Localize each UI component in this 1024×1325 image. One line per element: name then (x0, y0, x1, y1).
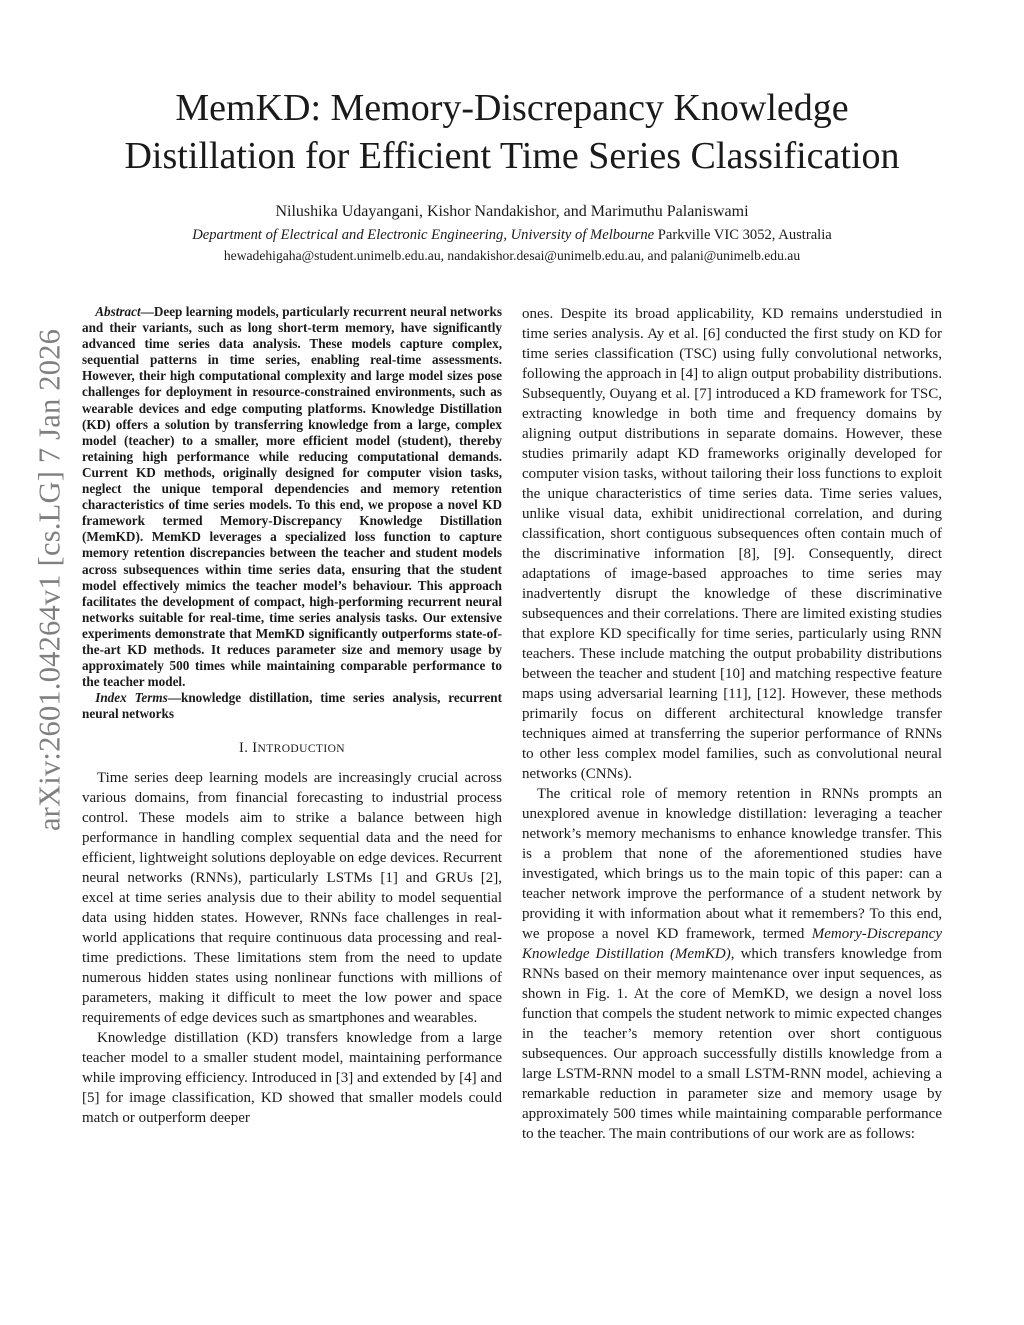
abstract-label: Abstract (95, 304, 141, 319)
index-terms (82, 690, 502, 722)
section-numeral: I. (239, 740, 253, 757)
affiliation (40, 225, 984, 245)
index-terms-label: Index Terms (95, 690, 168, 706)
intro-paragraph-continued: ones. Despite its broad applicability, KD remains understudied in time series analysis. Ay et al. [6] conducted the first study on KD for time series classification (TSC) using fully convolutional networks, following the approach in [4] to align output probability distributions. Subsequently, Ouyang et al. [7] introduced a KD framework for TSC, extracting knowledge in both time and frequency domains by aligning output distributions in separate domains. However, these studies primarily adapt KD frameworks originally developed for computer vision tasks, without tailoring their loss functions to exploit the unique characteristics of time series data. Time series values, unlike visual data, exhibit unidirectional correlation, and during classification, short contiguous subsequences often contain much of the discriminative information [8], [9]. Consequently, direct adaptations of image-based approaches to time series may inadvertently disrupt the knowledge of these discriminative subsequences and their correlations. There are limited existing studies that explore KD specifically for time series, particularly using RNN teachers. These include matching the output probability distributions between the teacher and student [10] and matching respective feature maps using adversarial learning [11], [12]. However, these methods primarily focus on different architectural knowledge transfer techniques aimed at transferring the superior performance of RNNs to other less complex model families, such as convolutional neural networks (CNNs). (522, 306, 943, 782)
left-column (82, 304, 502, 1128)
arxiv-identifier: arXiv:2601.04264v1 [cs.LG] 7 Jan 2026 (32, 328, 67, 832)
index-terms-text: —knowledge distillation, time series analysis, recurrent neural networks (82, 690, 503, 722)
abstract (82, 304, 502, 690)
section-rest: NTRODUCTION (257, 743, 345, 756)
abstract-text: —Deep learning models, particularly recurrent neural networks and their variants, such as long short-term memory, have significantly advanced time series data analysis. These models capture complex, sequential patterns in time series, enabling real-time assessments. However, their high computational complexity and large model sizes pose challenges for deployment in resource-constrained environments, such as wearable devices and edge computing platforms. Knowledge Distillation (KD) offers a solution by transferring knowledge from a large, complex model (teacher) to a smaller, more efficient model (student), thereby retaining high performance while reducing computational demands. Current KD methods, originally designed for computer vision tasks, neglect the unique temporal dependencies and memory retention characteristics of time series models. To this end, we propose a novel KD framework termed Memory-Discrepancy Knowledge Distillation (MemKD). MemKD leverages a specialized loss function to capture memory retention discrepancies between the teacher and student models across subsequences within time series data, ensuring that the student model effectively mimics the teacher model’s behaviour. This approach facilitates the development of compact, high-performing recurrent neural networks suitable for real-time, time series analysis tasks. Our extensive experiments demonstrate that MemKD significantly outperforms state-of-the-art KD methods. It reduces parameter size and memory usage by approximately 500 times while maintaining comparable performance to the teacher model. (82, 304, 502, 690)
intro-paragraph-2: Knowledge distillation (KD) transfers knowledge from a large teacher model to a smaller student model, maintaining performance while improving efficiency. Introduced in [3] and extended by [4] and [5] for image classification, KD showed that smaller models could match or outperform deeper (82, 1030, 502, 1127)
intro-paragraph-3 (522, 784, 942, 1144)
affiliation-location: Parkville VIC 3052, Australia (654, 227, 832, 243)
paragraph-3-part-b: , which transfers knowledge from RNNs based on their memory maintenance over input sequences, as shown in Fig. 1. At the core of MemKD, we design a novel loss function that compels the student network to mimic expected changes in the teacher’s memory retention over short contiguous subsequences. Our approach successfully distills knowledge from a large LSTM-RNN model to a small LSTM-RNN model, achieving a remarkable reduction in parameter size and memory usage by approximately 500 times while maintaining comparable performance to the teacher. The main contributions of our work are as follows: (522, 946, 942, 1142)
section-heading-introduction (82, 740, 502, 757)
title-line-2: Distillation for Efficient Time Series Classification (124, 135, 900, 177)
arxiv-sidebar-stamp (30, 200, 70, 960)
paragraph-3-part-a: The critical role of memory retention in RNNs prompts an unexplored avenue in knowledge distillation: leveraging a teacher network’s memory mechanisms to enhance knowledge transfer. This is a problem that none of the aforementioned studies have investigated, which brings us to the main topic of this paper: can a teacher network improve the performance of a student network by providing it with information about what it remembers? To this end, we propose a novel KD framework, termed (522, 786, 942, 942)
title-line-1: MemKD: Memory-Discrepancy Knowledge (175, 87, 849, 129)
paper-title (60, 84, 964, 180)
right-column (522, 304, 942, 1144)
affiliation-department: Department of Electrical and Electronic Engineering, University of Melbourne (192, 227, 655, 243)
author-list: Nilushika Udayangani, Kishor Nandakishor, and Marimuthu Palaniswami (275, 203, 749, 220)
memkd-term: Memory-Discrepancy Knowledge Distillation (MemKD) (522, 926, 942, 962)
section-initial: I (252, 740, 258, 757)
intro-paragraph-1: Time series deep learning models are increasingly crucial across various domains, from financial forecasting to industrial process control. These models aim to strike a balance between high performance in handling complex sequential data and the need for efficient, lightweight solutions deployable on edge devices. Recurrent neural networks (RNNs), particularly LSTMs [1] and GRUs [2], excel at time series analysis due to their ability to model sequential data using hidden states. However, RNNs face challenges in real-world applications that require continuous data processing and real-time predictions. These limitations stem from the need to update numerous hidden states using nonlinear functions with millions of parameters, making it difficult to meet the low power and space requirements of edge devices such as smartphones and wearables. (82, 770, 502, 1027)
author-emails: hewadehigaha@student.unimelb.edu.au, nandakishor.desai@unimelb.edu.au, and palani@unimelb.edu.au (223, 248, 801, 263)
